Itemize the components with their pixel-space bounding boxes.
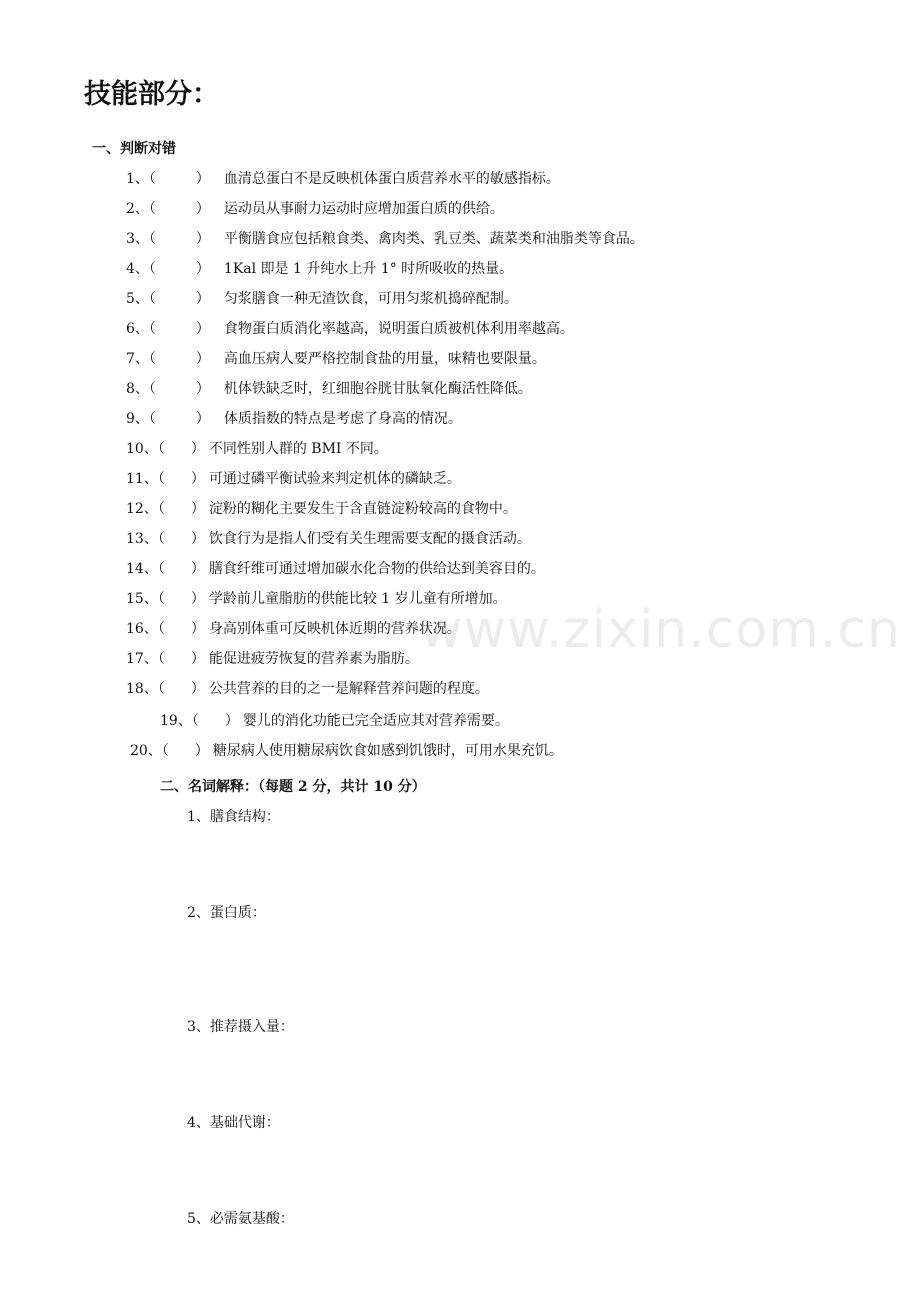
question-text: 能促进疲劳恢复的营养素为脂肪。	[208, 651, 419, 667]
question-item	[126, 199, 504, 219]
question-text: 身高别体重可反映机体近期的营养状况。	[208, 621, 461, 637]
question-number: 18、（	[126, 681, 165, 697]
question-number: 14、（	[126, 561, 165, 577]
term-item: 3、推荐摄入量：	[187, 1019, 294, 1035]
watermark: www.zixin.com.cn	[420, 600, 901, 660]
question-number: 9、（	[126, 411, 156, 427]
question-text: 食物蛋白质消化率越高，说明蛋白质被机体利用率越高。	[223, 321, 574, 337]
question-item	[126, 259, 513, 279]
question-item	[160, 711, 509, 731]
question-text: 婴儿的消化功能已完全适应其对营养需要。	[242, 713, 509, 729]
question-text: 可通过磷平衡试验来判定机体的磷缺乏。	[208, 471, 461, 487]
question-text: 公共营养的目的之一是解释营养问题的程度。	[208, 681, 489, 697]
close-paren: ）	[195, 231, 210, 247]
question-text: 血清总蛋白不是反映机体蛋白质营养水平的敏感指标。	[223, 171, 560, 187]
question-item	[126, 469, 461, 489]
close-paren: ）	[224, 713, 239, 729]
section1-heading: 一、判断对错	[92, 141, 176, 157]
question-text: 学龄前儿童脂肪的供能比较 1 岁儿童有所增加。	[208, 591, 507, 607]
close-paren: ）	[195, 171, 210, 187]
close-paren: ）	[190, 621, 205, 637]
question-text: 高血压病人要严格控制食盐的用量，味精也要限量。	[223, 351, 546, 367]
question-number: 19、（	[160, 713, 199, 729]
question-number: 3、（	[126, 231, 156, 247]
question-item	[126, 439, 388, 459]
close-paren: ）	[190, 531, 205, 547]
question-item	[126, 559, 545, 579]
question-item	[126, 649, 419, 669]
close-paren: ）	[190, 501, 205, 517]
question-text: 糖尿病人使用糖尿病饮食如感到饥饿时，可用水果充饥。	[212, 743, 563, 759]
question-text: 不同性别人群的 BMI 不同。	[208, 441, 388, 457]
close-paren: ）	[190, 561, 205, 577]
question-item	[126, 499, 517, 519]
question-number: 4、（	[126, 261, 156, 277]
close-paren: ）	[195, 351, 210, 367]
term-item: 5、必需氨基酸：	[187, 1211, 294, 1227]
question-text: 匀浆膳食一种无渣饮食，可用匀浆机捣碎配制。	[223, 291, 518, 307]
question-number: 1、（	[126, 171, 156, 187]
question-text: 体质指数的特点是考虑了身高的情况。	[223, 411, 462, 427]
question-number: 11、（	[126, 471, 165, 487]
section2-heading: 二、名词解释：（每题 2 分，共计 10 分）	[160, 779, 426, 795]
question-number: 20、（	[130, 743, 169, 759]
close-paren: ）	[195, 381, 210, 397]
question-item	[126, 529, 531, 549]
question-item	[126, 289, 518, 309]
question-text: 机体铁缺乏时，红细胞谷胱甘肽氧化酶活性降低。	[223, 381, 532, 397]
close-paren: ）	[190, 651, 205, 667]
close-paren: ）	[190, 681, 205, 697]
question-number: 16、（	[126, 621, 165, 637]
close-paren: ）	[195, 411, 210, 427]
question-number: 7、（	[126, 351, 156, 367]
question-item	[126, 349, 546, 369]
question-text: 1Kal 即是 1 升纯水上升 1° 时所吸收的热量。	[223, 261, 514, 277]
close-paren: ）	[194, 743, 209, 759]
question-item	[130, 741, 563, 761]
question-number: 13、（	[126, 531, 165, 547]
question-text: 饮食行为是指人们受有关生理需要支配的摄食活动。	[208, 531, 531, 547]
question-number: 12、（	[126, 501, 165, 517]
question-item	[126, 409, 462, 429]
question-item	[126, 169, 560, 189]
close-paren: ）	[190, 471, 205, 487]
question-number: 15、（	[126, 591, 165, 607]
question-item	[126, 679, 489, 699]
question-text: 平衡膳食应包括粮食类、禽肉类、乳豆类、蔬菜类和油脂类等食品。	[223, 231, 644, 247]
close-paren: ）	[195, 261, 210, 277]
question-number: 6、（	[126, 321, 156, 337]
close-paren: ）	[190, 441, 205, 457]
question-item	[126, 229, 644, 249]
close-paren: ）	[195, 201, 210, 217]
question-number: 17、（	[126, 651, 165, 667]
close-paren: ）	[195, 291, 210, 307]
question-number: 2、（	[126, 201, 156, 217]
term-item: 1、膳食结构：	[187, 809, 280, 825]
question-item	[126, 619, 461, 639]
question-number: 8、（	[126, 381, 156, 397]
question-item	[126, 319, 574, 339]
question-text: 淀粉的糊化主要发生于含直链淀粉较高的食物中。	[208, 501, 517, 517]
term-item: 2、蛋白质：	[187, 905, 266, 921]
question-number: 10、（	[126, 441, 165, 457]
term-item: 4、基础代谢：	[187, 1115, 280, 1131]
close-paren: ）	[190, 591, 205, 607]
question-text: 膳食纤维可通过增加碳水化合物的供给达到美容目的。	[208, 561, 545, 577]
close-paren: ）	[195, 321, 210, 337]
question-number: 5、（	[126, 291, 156, 307]
question-item	[126, 379, 532, 399]
question-text: 运动员从事耐力运动时应增加蛋白质的供给。	[223, 201, 504, 217]
page-title: 技能部分：	[84, 79, 219, 110]
